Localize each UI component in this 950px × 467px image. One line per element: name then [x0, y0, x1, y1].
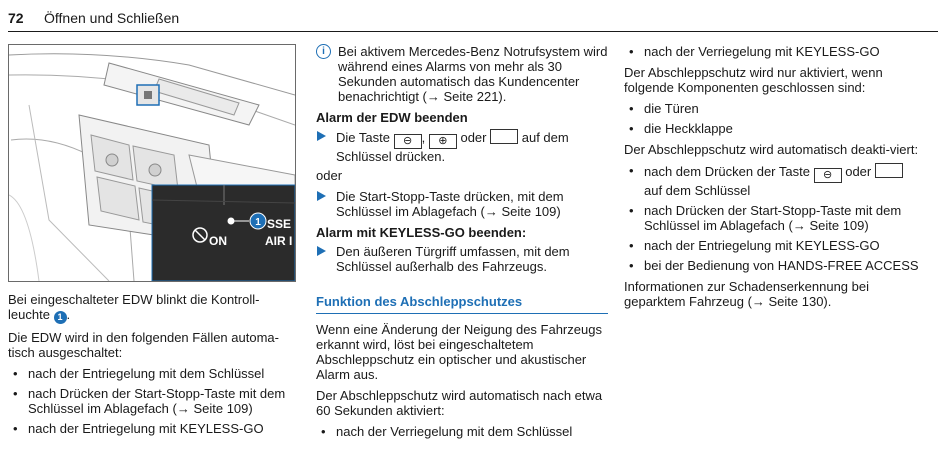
- bullet-list: [8, 366, 296, 436]
- list-item: • nach Drücken der Start-Stopp-Taste mit dem Schlüssel im Ablagefach (→ Seite 109): [624, 203, 924, 233]
- overhead-panel-illustration: [8, 44, 296, 282]
- section-heading: Funktion des Abschleppschutzes: [316, 294, 608, 314]
- trunk-key-icon: [875, 163, 903, 178]
- page-header: [8, 10, 938, 32]
- text: oder: [845, 164, 872, 179]
- subheading: Alarm der EDW beenden: [316, 110, 468, 125]
- subheading: Alarm mit KEYLESS-GO beenden:: [316, 225, 527, 240]
- header-rule: [8, 31, 938, 32]
- lock-key-icon: ⊕: [429, 134, 457, 149]
- paragraph: Der Abschleppschutz wird automatisch nach etwa 60 Sekunden aktiviert:: [316, 388, 603, 418]
- text: Die Start-Stopp-Taste drücken, mit dem Schlüssel im Ablagefach (→ Seite 109): [336, 189, 564, 219]
- text: .: [66, 307, 71, 322]
- action-arrow-icon: [317, 191, 326, 201]
- action-step: [316, 244, 608, 274]
- trunk-key-icon: [490, 129, 518, 144]
- text: Den äußeren Türgriff umfassen, mit dem Schlüssel außerhalb des Fahrzeugs.: [336, 244, 570, 274]
- page-number: 72: [8, 10, 24, 26]
- column-3: [624, 44, 924, 315]
- list-item: • die Heckklappe: [624, 121, 924, 136]
- paragraph: [8, 292, 296, 324]
- text: Die Taste: [336, 130, 390, 145]
- action-list: [316, 189, 608, 219]
- page-title: Öffnen und Schließen: [44, 10, 180, 26]
- column-2: [316, 44, 608, 445]
- info-icon: i: [316, 44, 331, 59]
- info-note: [316, 44, 608, 104]
- connector-text: oder: [316, 168, 343, 183]
- action-step: [316, 129, 608, 164]
- bullet-list: [624, 101, 924, 136]
- list-item: • bei der Bedienung von HANDS-FREE ACCESS: [624, 258, 924, 273]
- sensor-icon: [144, 91, 152, 99]
- list-item: • die Türen: [624, 101, 924, 116]
- text: auf dem Schlüssel drücken.: [336, 130, 569, 164]
- indicator-lamp: [228, 218, 235, 225]
- paragraph: Informationen zur Schadenserkennung bei geparktem Fahrzeug (→ Seite 130).: [624, 279, 869, 309]
- info-text: Bei aktivem Mercedes-Benz Notrufsystem wird während eines Alarms von mehr als 30 Sekunden automatisch das Kundencenter benachrichtigt (→ Seite 221).: [338, 44, 608, 104]
- text: auf dem Schlüssel: [644, 183, 751, 198]
- bullet-list: [316, 424, 608, 439]
- action-list: [316, 244, 608, 274]
- list-item: • nach Drücken der Start-Stopp-Taste mit dem Schlüssel im Ablagefach (→ Seite 109): [8, 386, 296, 416]
- action-arrow-icon: [317, 246, 326, 256]
- unlock-key-icon: ⊖: [394, 134, 422, 149]
- overhead-console-drawing: [9, 45, 295, 281]
- list-item: • nach der Verriegelung mit KEYLESS-GO: [624, 44, 924, 59]
- list-item: • nach der Entriegelung mit dem Schlüssel: [8, 366, 296, 381]
- paragraph: Wenn eine Änderung der Neigung des Fahrzeugs erkannt wird, löst bei eingeschaltetem Abschleppschutz ein optischer und akustischer Alarm aus.: [316, 322, 602, 382]
- action-list: [316, 129, 608, 164]
- text: oder: [460, 130, 487, 145]
- paragraph: Die EDW wird in den folgenden Fällen automa-tisch ausgeschaltet:: [8, 330, 279, 360]
- list-item: • nach der Verriegelung mit dem Schlüssel: [316, 424, 608, 439]
- text: nach dem Drücken der Taste: [644, 164, 810, 179]
- action-step: [316, 189, 608, 219]
- panel-label-on: ON: [209, 234, 227, 248]
- bullet-list: [624, 44, 924, 59]
- list-item: • nach der Entriegelung mit KEYLESS-GO: [624, 238, 924, 253]
- bullet-list: [624, 163, 924, 273]
- panel-label-1: SSE: [267, 217, 292, 231]
- unlock-key-icon: ⊖: [814, 168, 842, 183]
- column-1: [8, 44, 296, 442]
- list-item: [624, 163, 924, 198]
- panel-label-2: AIR I: [265, 234, 293, 248]
- callout-number: 1: [255, 217, 261, 228]
- text: Bei eingeschalteter EDW blinkt die Kontroll-leuchte: [8, 292, 260, 322]
- callout-badge: 1: [54, 311, 67, 324]
- list-item: • nach der Entriegelung mit KEYLESS-GO: [8, 421, 296, 436]
- paragraph: Der Abschleppschutz wird nur aktiviert, wenn folgende Komponenten geschlossen sind:: [624, 65, 883, 95]
- action-arrow-icon: [317, 131, 326, 141]
- paragraph: Der Abschleppschutz wird automatisch deakti-viert:: [624, 142, 919, 157]
- text: ,: [421, 130, 426, 145]
